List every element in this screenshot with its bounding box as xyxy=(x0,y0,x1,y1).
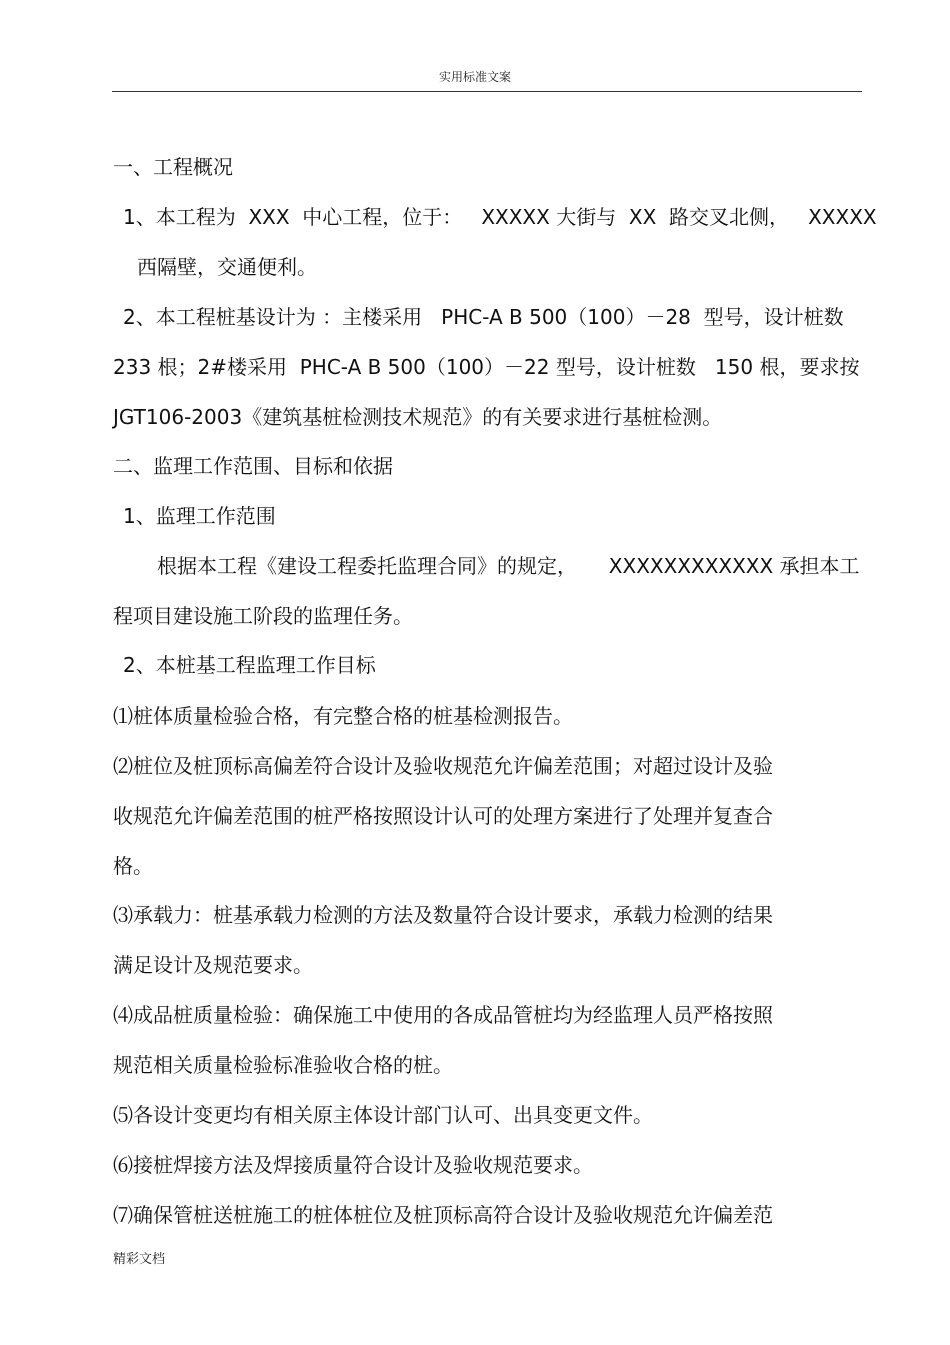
paragraph-line: JGT106-2003《建筑基桩检测技术规范》的有关要求进行基桩检测。 xyxy=(113,405,723,429)
paragraph-line: 程项目建设施工阶段的监理任务。 xyxy=(113,604,413,628)
section-heading-scope: 二、监理工作范围、目标和依据 xyxy=(113,454,393,478)
page-footer: 精彩文档 xyxy=(113,1252,166,1267)
paragraph-line: 233 根；2#楼采用 PHC-A B 500（100）－22 型号，设计桩数 150 根，要求按 xyxy=(113,355,860,379)
section-heading-overview: 一、工程概况 xyxy=(113,155,233,179)
paragraph-line: 根据本工程《建设工程委托监理合同》的规定， XXXXXXXXXXXX 承担本工 xyxy=(157,554,860,578)
paragraph-line: 1、本工程为 XXX 中心工程，位于： XXXXX 大街与 XX 路交叉北侧， XXXXX xyxy=(123,205,877,229)
list-item: ⑹接桩焊接方法及焊接质量符合设计及验收规范要求。 xyxy=(113,1153,593,1177)
header-rule xyxy=(112,91,862,92)
list-item: ⑺确保管桩送桩施工的桩体桩位及桩顶标高符合设计及验收规范允许偏差范 xyxy=(113,1203,773,1227)
paragraph-line: 2、本工程桩基设计为 ：主楼采用 PHC-A B 500（100）－28 型号，设计桩数 xyxy=(123,305,844,329)
list-item: ⑸各设计变更均有相关原主体设计部门认可、出具变更文件。 xyxy=(113,1103,653,1127)
list-item-continuation: 规范相关质量检验标准验收合格的桩。 xyxy=(113,1053,453,1077)
list-item: ⑷成品桩质量检验：确保施工中使用的各成品管桩均为经监理人员严格按照 xyxy=(113,1003,773,1027)
list-item-continuation: 满足设计及规范要求。 xyxy=(113,953,313,977)
list-item: ⑶承载力：桩基承载力检测的方法及数量符合设计要求，承载力检测的结果 xyxy=(113,903,773,927)
list-item: ⑴桩体质量检验合格，有完整合格的桩基检测报告。 xyxy=(113,704,573,728)
list-item-continuation: 收规范允许偏差范围的桩严格按照设计认可的处理方案进行了处理并复查合 xyxy=(113,804,773,828)
list-item-continuation: 格。 xyxy=(113,854,153,878)
subheading-scope: 1、监理工作范围 xyxy=(123,504,276,528)
paragraph-line: 西隔壁，交通便利。 xyxy=(137,255,317,279)
list-item: ⑵桩位及桩顶标高偏差符合设计及验收规范允许偏差范围；对超过设计及验 xyxy=(113,754,773,778)
page-header: 实用标准文案 xyxy=(438,70,511,84)
subheading-goals: 2、本桩基工程监理工作目标 xyxy=(123,653,376,677)
